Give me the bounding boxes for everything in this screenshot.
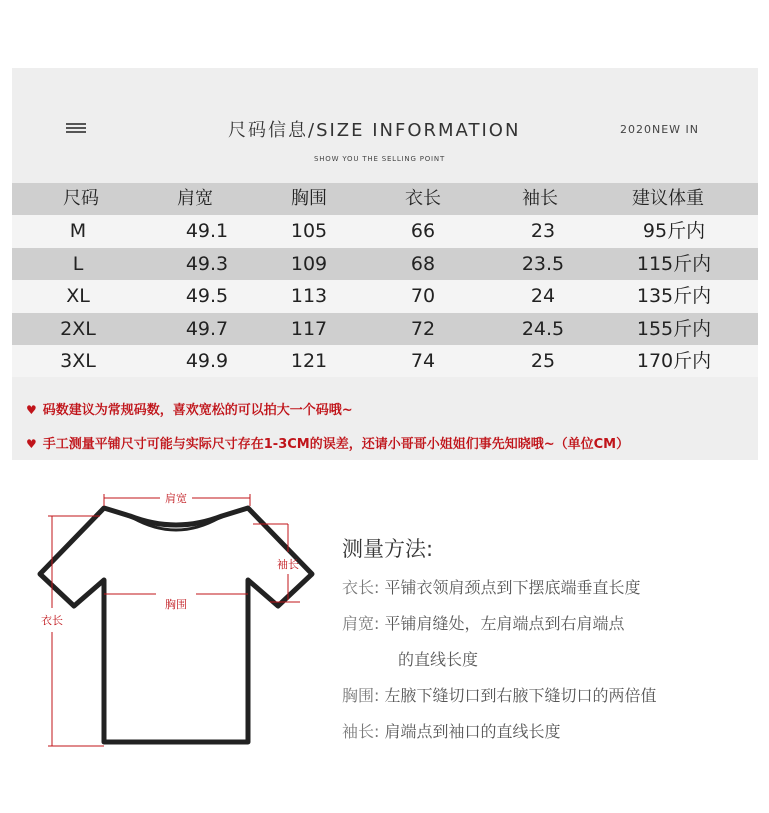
- table-row: [12, 215, 758, 247]
- cell-size: XL: [66, 285, 90, 308]
- cell-chest: 113: [290, 285, 328, 308]
- cell-shoulder: 49.7: [185, 317, 229, 340]
- cell-length: 72: [410, 317, 436, 340]
- cell-shoulder: 49.9: [185, 349, 229, 372]
- cell-length: 70: [410, 285, 436, 308]
- cell-weight: 135斤内: [636, 285, 712, 308]
- method-item-sleeve: [342, 719, 561, 742]
- table-row: [12, 313, 758, 345]
- method-text: 平铺衣领肩颈点到下摆底端垂直长度: [384, 578, 641, 597]
- cell-length: 74: [410, 349, 436, 372]
- size-table: [12, 183, 758, 377]
- chest-label: 胸围: [165, 598, 187, 611]
- size-advice-note: [26, 399, 353, 418]
- length-label: 衣长: [41, 614, 63, 627]
- page-title: 尺码信息/SIZE INFORMATION: [228, 120, 521, 141]
- shoulder-label: 肩宽: [165, 492, 187, 505]
- page-subtitle: SHOW YOU THE SELLING POINT: [314, 155, 446, 163]
- new-in-badge: 2020NEW IN: [620, 123, 700, 136]
- menu-icon: [66, 123, 86, 133]
- cell-length: 66: [410, 220, 436, 243]
- method-label: 衣长:: [342, 578, 380, 597]
- heart-icon: ♥: [26, 403, 37, 417]
- cell-shoulder: 49.5: [185, 285, 229, 308]
- table-header-row: [12, 183, 758, 215]
- method-text: 平铺肩缝处，左肩端点到右肩端点: [384, 614, 625, 633]
- method-text: 左腋下缝切口到右腋下缝切口的两倍值: [384, 686, 657, 705]
- method-text: 肩端点到袖口的直线长度: [384, 722, 561, 741]
- cell-length: 68: [410, 252, 436, 275]
- cell-chest: 109: [290, 252, 328, 275]
- cell-weight: 115斤内: [636, 252, 712, 275]
- method-label: 胸围:: [342, 686, 380, 705]
- method-text: 的直线长度: [398, 650, 479, 669]
- cell-weight: 155斤内: [636, 317, 712, 340]
- cell-chest: 105: [290, 220, 328, 243]
- table-row: [12, 345, 758, 377]
- table-row: [12, 280, 758, 312]
- cell-size: M: [69, 220, 87, 243]
- column-header-shoulder: 肩宽: [177, 188, 213, 209]
- method-item-length: [342, 575, 641, 598]
- cell-size: L: [72, 252, 84, 275]
- cell-chest: 121: [290, 349, 328, 372]
- column-header-length: 衣长: [405, 188, 441, 209]
- tshirt-measurement-diagram: [0, 470, 330, 770]
- method-label: 肩宽:: [342, 614, 380, 633]
- cell-sleeve: 24: [530, 285, 556, 308]
- measurement-error-text: 手工测量平铺尺寸可能与实际尺寸存在1-3CM的误差，还请小哥哥小姐姐们事先知晓哦~（单位CM）: [42, 437, 630, 452]
- cell-weight: 170斤内: [636, 349, 712, 372]
- tshirt-icon: [40, 508, 312, 742]
- cell-shoulder: 49.3: [185, 252, 229, 275]
- cell-size: 3XL: [60, 349, 96, 372]
- cell-size: 2XL: [60, 317, 96, 340]
- measurement-method-title: 测量方法:: [342, 537, 434, 561]
- table-row: [12, 248, 758, 280]
- method-item-shoulder-cont: [398, 647, 478, 670]
- column-header-chest: 胸围: [291, 188, 327, 209]
- heart-icon: ♥: [26, 437, 37, 451]
- measurement-error-note: [26, 433, 629, 452]
- size-advice-text: 码数建议为常规码数，喜欢宽松的可以拍大一个码哦~: [42, 403, 353, 418]
- cell-weight: 95斤内: [642, 220, 706, 243]
- sleeve-label: 袖长: [277, 558, 299, 571]
- column-header-sleeve: 袖长: [522, 188, 558, 209]
- cell-chest: 117: [290, 317, 328, 340]
- column-header-size: 尺码: [63, 188, 99, 209]
- method-label: 袖长:: [342, 722, 380, 741]
- method-item-chest: [342, 683, 657, 706]
- cell-shoulder: 49.1: [185, 220, 229, 243]
- cell-sleeve: 25: [530, 349, 556, 372]
- cell-sleeve: 23: [530, 220, 556, 243]
- cell-sleeve: 24.5: [521, 317, 565, 340]
- cell-sleeve: 23.5: [521, 252, 565, 275]
- column-header-weight: 建议体重: [632, 188, 704, 209]
- method-item-shoulder: [342, 611, 625, 634]
